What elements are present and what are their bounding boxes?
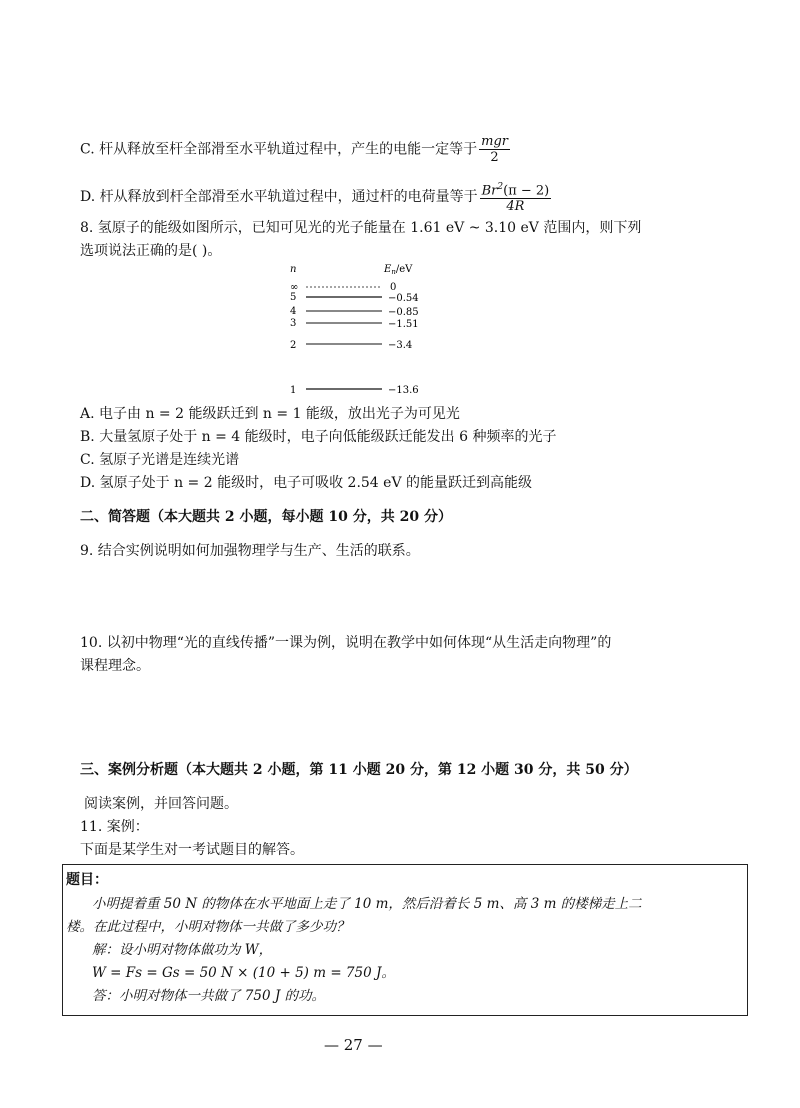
level-energy-4: −0.85 bbox=[388, 307, 419, 318]
level-n-3: 3 bbox=[290, 318, 297, 329]
q10-line2: 课程理念。 bbox=[80, 658, 150, 674]
case-box-line3: 解：设小明对物体做功为 W， bbox=[92, 942, 273, 958]
n-axis-label: n bbox=[290, 264, 297, 275]
energy-level-diagram bbox=[280, 258, 440, 398]
q9: 9. 结合实例说明如何加强物理学与生产、生活的联系。 bbox=[80, 543, 420, 559]
level-n-2: 2 bbox=[290, 340, 297, 351]
level-energy-2: −3.4 bbox=[388, 340, 413, 351]
section3-title: 三、案例分析题（本大题共 2 小题，第 11 小题 20 分，第 12 小题 30 分，共 50 分） bbox=[80, 762, 638, 778]
read-case-instruction: 阅读案例，并回答问题。 bbox=[84, 796, 238, 812]
fraction-denominator: 2 bbox=[490, 150, 499, 165]
energy-axis-label: $E_n/eV$ bbox=[384, 264, 413, 276]
q7-option-d bbox=[80, 180, 551, 214]
q7-option-c bbox=[80, 134, 510, 165]
fraction-denominator: 4R bbox=[506, 199, 525, 215]
q7-option-c-fraction bbox=[479, 134, 510, 165]
q7-option-d-fraction bbox=[480, 180, 552, 214]
level-n-4: 4 bbox=[290, 306, 297, 317]
q11-label: 11. 案例： bbox=[80, 819, 149, 835]
case-box-line4: W = Fs = Gs = 50 N × (10 + 5) m = 750 J。 bbox=[92, 965, 395, 981]
q10-line1: 10. 以初中物理“光的直线传播”一课为例，说明在教学中如何体现“从生活走向物理”的 bbox=[80, 635, 612, 651]
q8-stem-line2: 选项说法正确的是( )。 bbox=[80, 243, 222, 259]
level-energy-3: −1.51 bbox=[388, 319, 419, 330]
q8-option-b: B. 大量氢原子处于 n = 4 能级时，电子向低能级跃迁能发出 6 种频率的光子 bbox=[80, 429, 557, 445]
level-n-1: 1 bbox=[290, 385, 297, 396]
q8-stem-line1: 8. 氢原子的能级如图所示，已知可见光的光子能量在 1.61 eV ~ 3.10 eV 范围内，则下列 bbox=[80, 220, 642, 236]
fraction-numerator: $Br^2(\pi - 2)$ bbox=[481, 182, 550, 199]
case-box-line5: 答：小明对物体一共做了 750 J 的功。 bbox=[92, 988, 326, 1004]
level-energy-1: −13.6 bbox=[388, 385, 419, 396]
q7-option-c-text: C. 杆从释放至杆全部滑至水平轨道过程中，产生的电能一定等于 bbox=[80, 141, 478, 158]
section2-title: 二、简答题（本大题共 2 小题，每小题 10 分，共 20 分） bbox=[80, 509, 452, 525]
level-n-infinity: ∞ bbox=[290, 282, 299, 293]
q11-intro: 下面是某学生对一考试题目的解答。 bbox=[80, 842, 304, 858]
case-box-title: 题目： bbox=[66, 872, 108, 888]
page-number: — 27 — bbox=[324, 1036, 383, 1054]
fraction-numerator: mgr bbox=[481, 134, 508, 149]
q8-option-c: C. 氢原子光谱是连续光谱 bbox=[80, 452, 240, 468]
q8-option-d: D. 氢原子处于 n = 2 能级时，电子可吸收 2.54 eV 的能量跃迁到高能级 bbox=[80, 475, 532, 491]
level-n-5: 5 bbox=[290, 292, 297, 303]
q8-option-a: A. 电子由 n = 2 能级跃迁到 n = 1 能级，放出光子为可见光 bbox=[80, 406, 460, 422]
level-energy-5: −0.54 bbox=[388, 293, 419, 304]
level-energy-infinity: 0 bbox=[390, 282, 397, 293]
q7-option-d-text: D. 杆从释放到杆全部滑至水平轨道过程中，通过杆的电荷量等于 bbox=[80, 189, 478, 206]
case-box-line2: 楼。在此过程中，小明对物体一共做了多少功？ bbox=[66, 919, 350, 935]
case-box-line1: 小明提着重 50 N 的物体在水平地面上走了 10 m，然后沿着长 5 m、高 3 m 的楼梯走上二 bbox=[92, 896, 642, 912]
